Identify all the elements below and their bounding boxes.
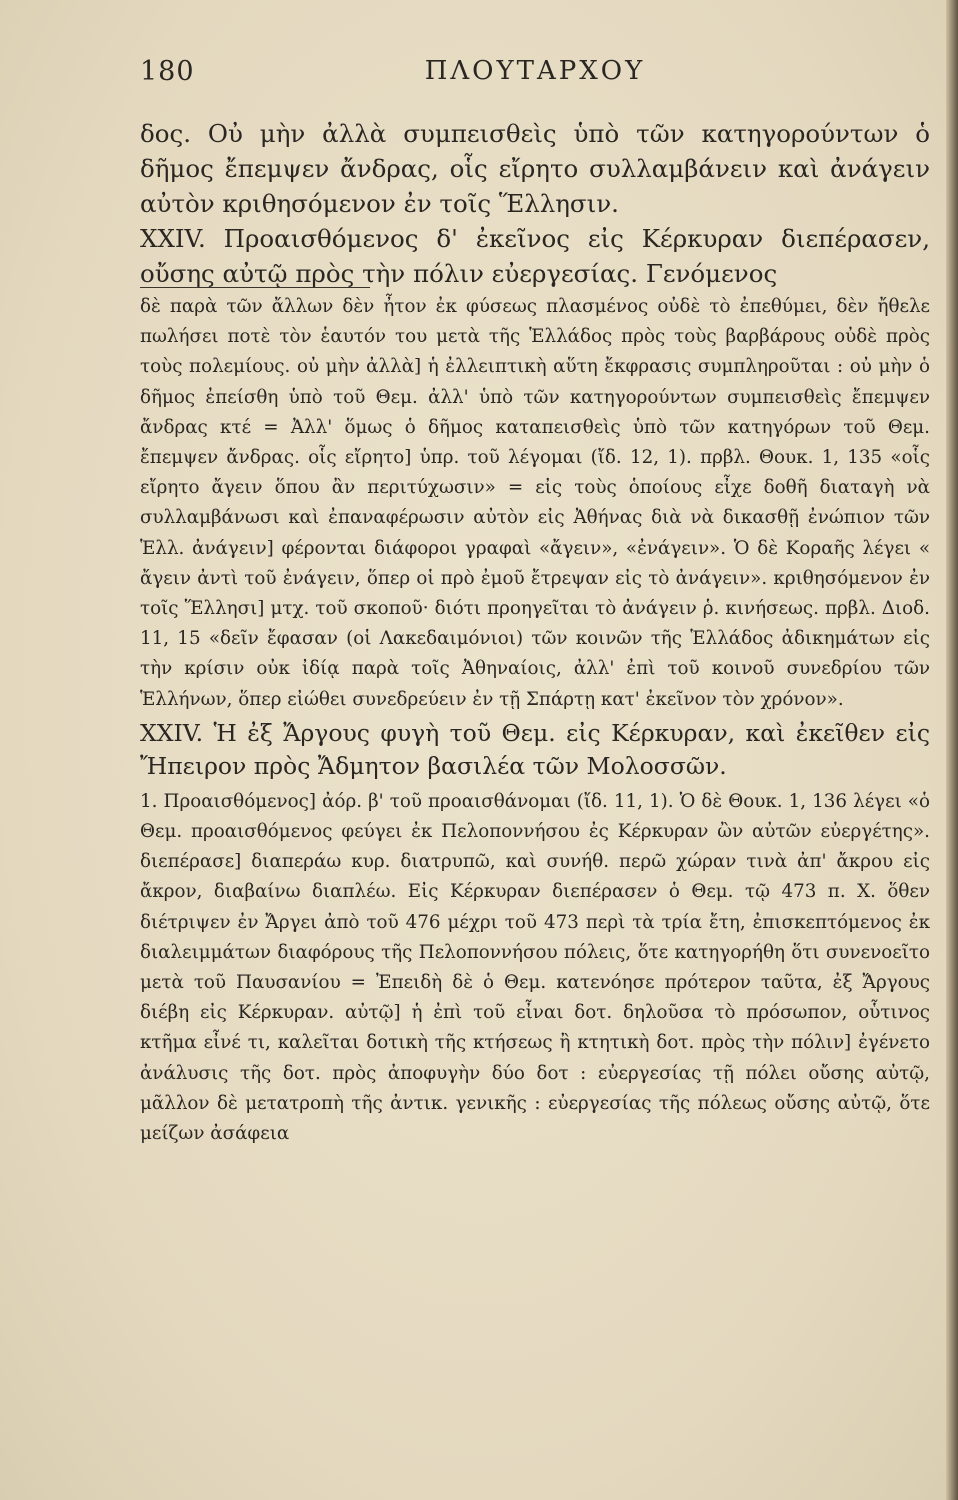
running-head: ΠΛΟΥΤΑΡΧΟΥ — [424, 56, 646, 86]
commentary-notes — [140, 292, 930, 1149]
main-paragraph: XXIV. Προαισθόμενος δ' ἐκεῖνος εἰς Κέρκυραν διεπέρασεν, οὔσης αὐτῷ πρὸς τὴν πόλιν εὐεργεσίας. Γενόμενος — [140, 224, 930, 288]
footnote-rule — [140, 287, 370, 288]
note-paragraph: 1. Προαισθόμενος] ἀόρ. β' τοῦ προαισθάνομαι (ἴδ. 11, 1). Ὁ δὲ Θουκ. 1, 136 λέγει «ὁ Θεμ. προαισθόμενος φεύγει ἐκ Πελοποννήσου ἐς Κέρκυραν ὢν αὐτῶν εὐεργέτης». διεπέρασε] διαπεράω κυρ. διατρυπῶ, καὶ συνήθ. περῶ χώραν τινὰ ἀπ' ἄκρου εἰς ἄκρον, διαβαίνω διαπλέω. Εἰς Κέρκυραν διεπέρασεν ὁ Θεμ. τῷ 473 π. Χ. ὅθεν διέτριψεν ἐν Ἄργει ἀπὸ τοῦ 476 μέχρι τοῦ 473 περὶ τὰ τρία ἔτη, ἐπισκεπτόμενος ἐκ διαλειμμάτων διαφόρους τῆς Πελοποννήσου πόλεις, ὅτε κατηγορήθη ὅτι συνενοεῖτο μετὰ τοῦ Παυσανίου = Ἐπειδὴ δὲ ὁ Θεμ. κατενόησε πρότερον ταῦτα, ἐξ Ἄργους διέβη εἰς Κέρκυραν. αὐτῷ] ἡ ἐπὶ τοῦ εἶναι δοτ. δηλοῦσα τὸ πρόσωπον, οὗτινος κτῆμα εἶνέ τι, καλεῖται δοτικὴ τῆς κτήσεως ἢ κτητικὴ δοτ. πρὸς τὴν πόλιν] ἐγένετο ἀνάλυσις τῆς δοτ. πρὸς ἀποφυγὴν δύο δοτ : εὐεργεσίας τῇ πόλει οὔσης αὐτῷ, μᾶλλον δὲ μετατροπὴ τῆς ἀντικ. γενικῆς : εὐεργεσίας τῆς πόλεως οὔσης αὐτῷ, ὅτε μείζων ἀσάφεια — [140, 790, 930, 1145]
main-text — [140, 116, 930, 291]
page-edge-shadow — [946, 0, 958, 1500]
page-number: 180 — [140, 56, 195, 87]
note-paragraph: δὲ παρὰ τῶν ἄλλων δὲν ἦτον ἐκ φύσεως πλασμένος οὐδὲ τὸ ἐπεθύμει, δὲν ἤθελε πωλήσει ποτὲ τὸν ἑαυτόν του μετὰ τῆς Ἑλλάδος πρὸς τοὺς βαρβάρους οὐδὲ πρὸς τοὺς πολεμίους. οὐ μὴν ἀλλὰ] ἡ ἐλλειπτικὴ αὕτη ἔκφρασις συμπληροῦται : οὐ μὴν ὁ δῆμος ἐπείσθη ὑπὸ τοῦ Θεμ. ἀλλ' ὑπὸ τῶν κατηγορούντων συμπεισθεὶς ἔπεμψεν ἄνδρας κτέ = Ἀλλ' ὅμως ὁ δῆμος καταπεισθεὶς ὑπὸ τῶν κατηγόρων τοῦ Θεμ. ἔπεμψεν ἄνδρας. οἷς εἴρητο] ὑπρ. τοῦ λέγομαι (ἴδ. 12, 1). πρβλ. Θουκ. 1, 135 «οἷς εἴρητο ἄγειν ὅπου ἂν περιτύχωσιν» = εἰς τοὺς ὁποίους εἶχε δοθῆ διαταγὴ νὰ συλλαμβάνωσι καὶ ἐπαναφέρωσιν αὐτὸν εἰς Ἀθήνας διὰ νὰ δικασθῇ ἐνώπιον τῶν Ἑλλ. ἀνάγειν] φέρονται διάφοροι γραφαὶ «ἄγειν», «ἐνάγειν». Ὁ δὲ Κοραῆς λέγει « ἄγειν ἀντὶ τοῦ ἐνάγειν, ὅπερ οἱ πρὸ ἐμοῦ ἔτρεψαν εἰς τὸ ἀνάγειν». κριθησόμενον ἐν τοῖς Ἕλλησι] μτχ. τοῦ σκοποῦ· διότι προηγεῖται τὸ ἀνάγειν ῥ. κινήσεως. πρβλ. Διοδ. 11, 15 «δεῖν ἔφασαν (οἱ Λακεδαιμόνιοι) τῶν κοινῶν τῆς Ἑλλάδος ἀδικημάτων εἰς τὴν κρίσιν οὐκ ἰδίᾳ παρὰ τοῖς Ἀθηναίοις, ἀλλ' ἐπὶ τοῦ κοινοῦ συνεδρίου τῶν Ἑλλήνων, ὅπερ εἰώθει συνεδρεύειν ἐν τῇ Σπάρτῃ κατ' ἐκεῖνον τὸν χρόνον». — [140, 296, 930, 710]
section-heading: XXIV. Ἡ ἐξ Ἄργους φυγὴ τοῦ Θεμ. εἰς Κέρκυραν, καὶ ἐκεῖθεν εἰς Ἤπειρον πρὸς Ἄδμητον βασιλέα τῶν Μολοσσῶν. — [140, 718, 930, 780]
main-paragraph: δος. Οὐ μὴν ἀλλὰ συμπεισθεὶς ὑπὸ τῶν κατηγορούντων ὁ δῆμος ἔπεμψεν ἄνδρας, οἷς εἴρητο συλλαμβάνειν καὶ ἀνάγειν αὐτὸν κριθησόμενον ἐν τοῖς Ἕλλησιν. — [140, 119, 930, 218]
page-header — [140, 56, 930, 96]
